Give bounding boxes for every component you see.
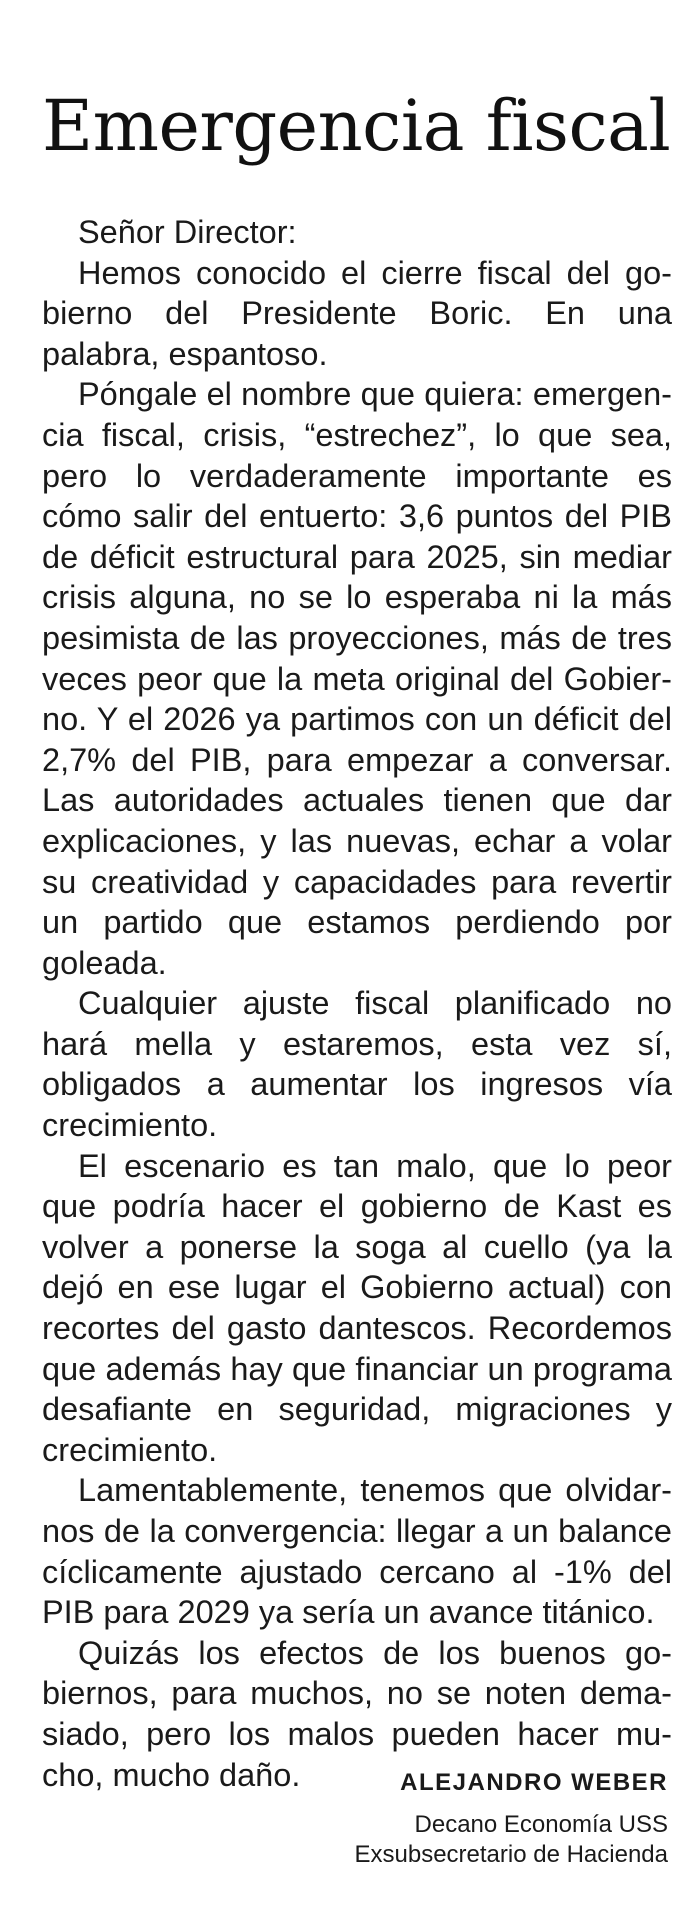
paragraph: Hemos conocido el cierre fiscal del gobierno del Presidente Boric. En una palabra, espantoso. bbox=[42, 254, 672, 372]
salutation: Señor Director: bbox=[78, 214, 297, 250]
signature-block bbox=[354, 1766, 668, 1870]
paragraph: Lamentablemente, tenemos que olvidarnos de la convergencia: llegar a un balance cíclicamente ajustado cercano al -1% del PIB para 2029 ya sería un avance titánico. bbox=[42, 1472, 672, 1631]
paragraph: Póngale el nombre que quiera: emergencia fiscal, crisis, “estrechez”, lo que sea, pero lo verdaderamente importante es cómo salir del entuerto: 3,6 puntos del PIB de déficit estructural para 2025, sin mediar crisis alguna, no se lo esperaba ni la más pesimista de las proyecciones, más de tres veces peor que la meta original del Gobierno. Y el 2026 ya partimos con un déficit del 2,7% del PIB, para empezar a conversar. Las autoridades actuales tienen que dar explicaciones, y las nuevas, echar a volar su creatividad y capacidades para revertir un partido que estamos perdiendo por goleada. bbox=[42, 376, 672, 981]
paragraph: Quizás los efectos de los buenos gobiernos, para muchos, no se noten demasiado, pero los malos pueden hacer mucho, mucho daño. bbox=[42, 1634, 672, 1793]
author-title: Decano Economía USS bbox=[414, 1811, 668, 1838]
paragraph: El escenario es tan malo, que lo peor que podría hacer el gobierno de Kast es volver a ponerse la soga al cuello (ya la dejó en ese lugar el Gobierno actual) con recortes del gasto dantescos. Recordemos que además hay que financiar un programa desafiante en seguridad, migraciones y crecimiento. bbox=[42, 1147, 672, 1468]
paragraph: Cualquier ajuste fiscal planificado no hará mella y estaremos, esta vez sí, obligados a aumentar los ingresos vía crecimiento. bbox=[42, 985, 672, 1144]
article-title: Emergencia fiscal bbox=[42, 85, 671, 167]
letter-body bbox=[42, 212, 672, 1795]
author-name: ALEJANDRO WEBER bbox=[400, 1769, 668, 1796]
author-former-title: Exsubsecretario de Hacienda bbox=[354, 1841, 668, 1868]
